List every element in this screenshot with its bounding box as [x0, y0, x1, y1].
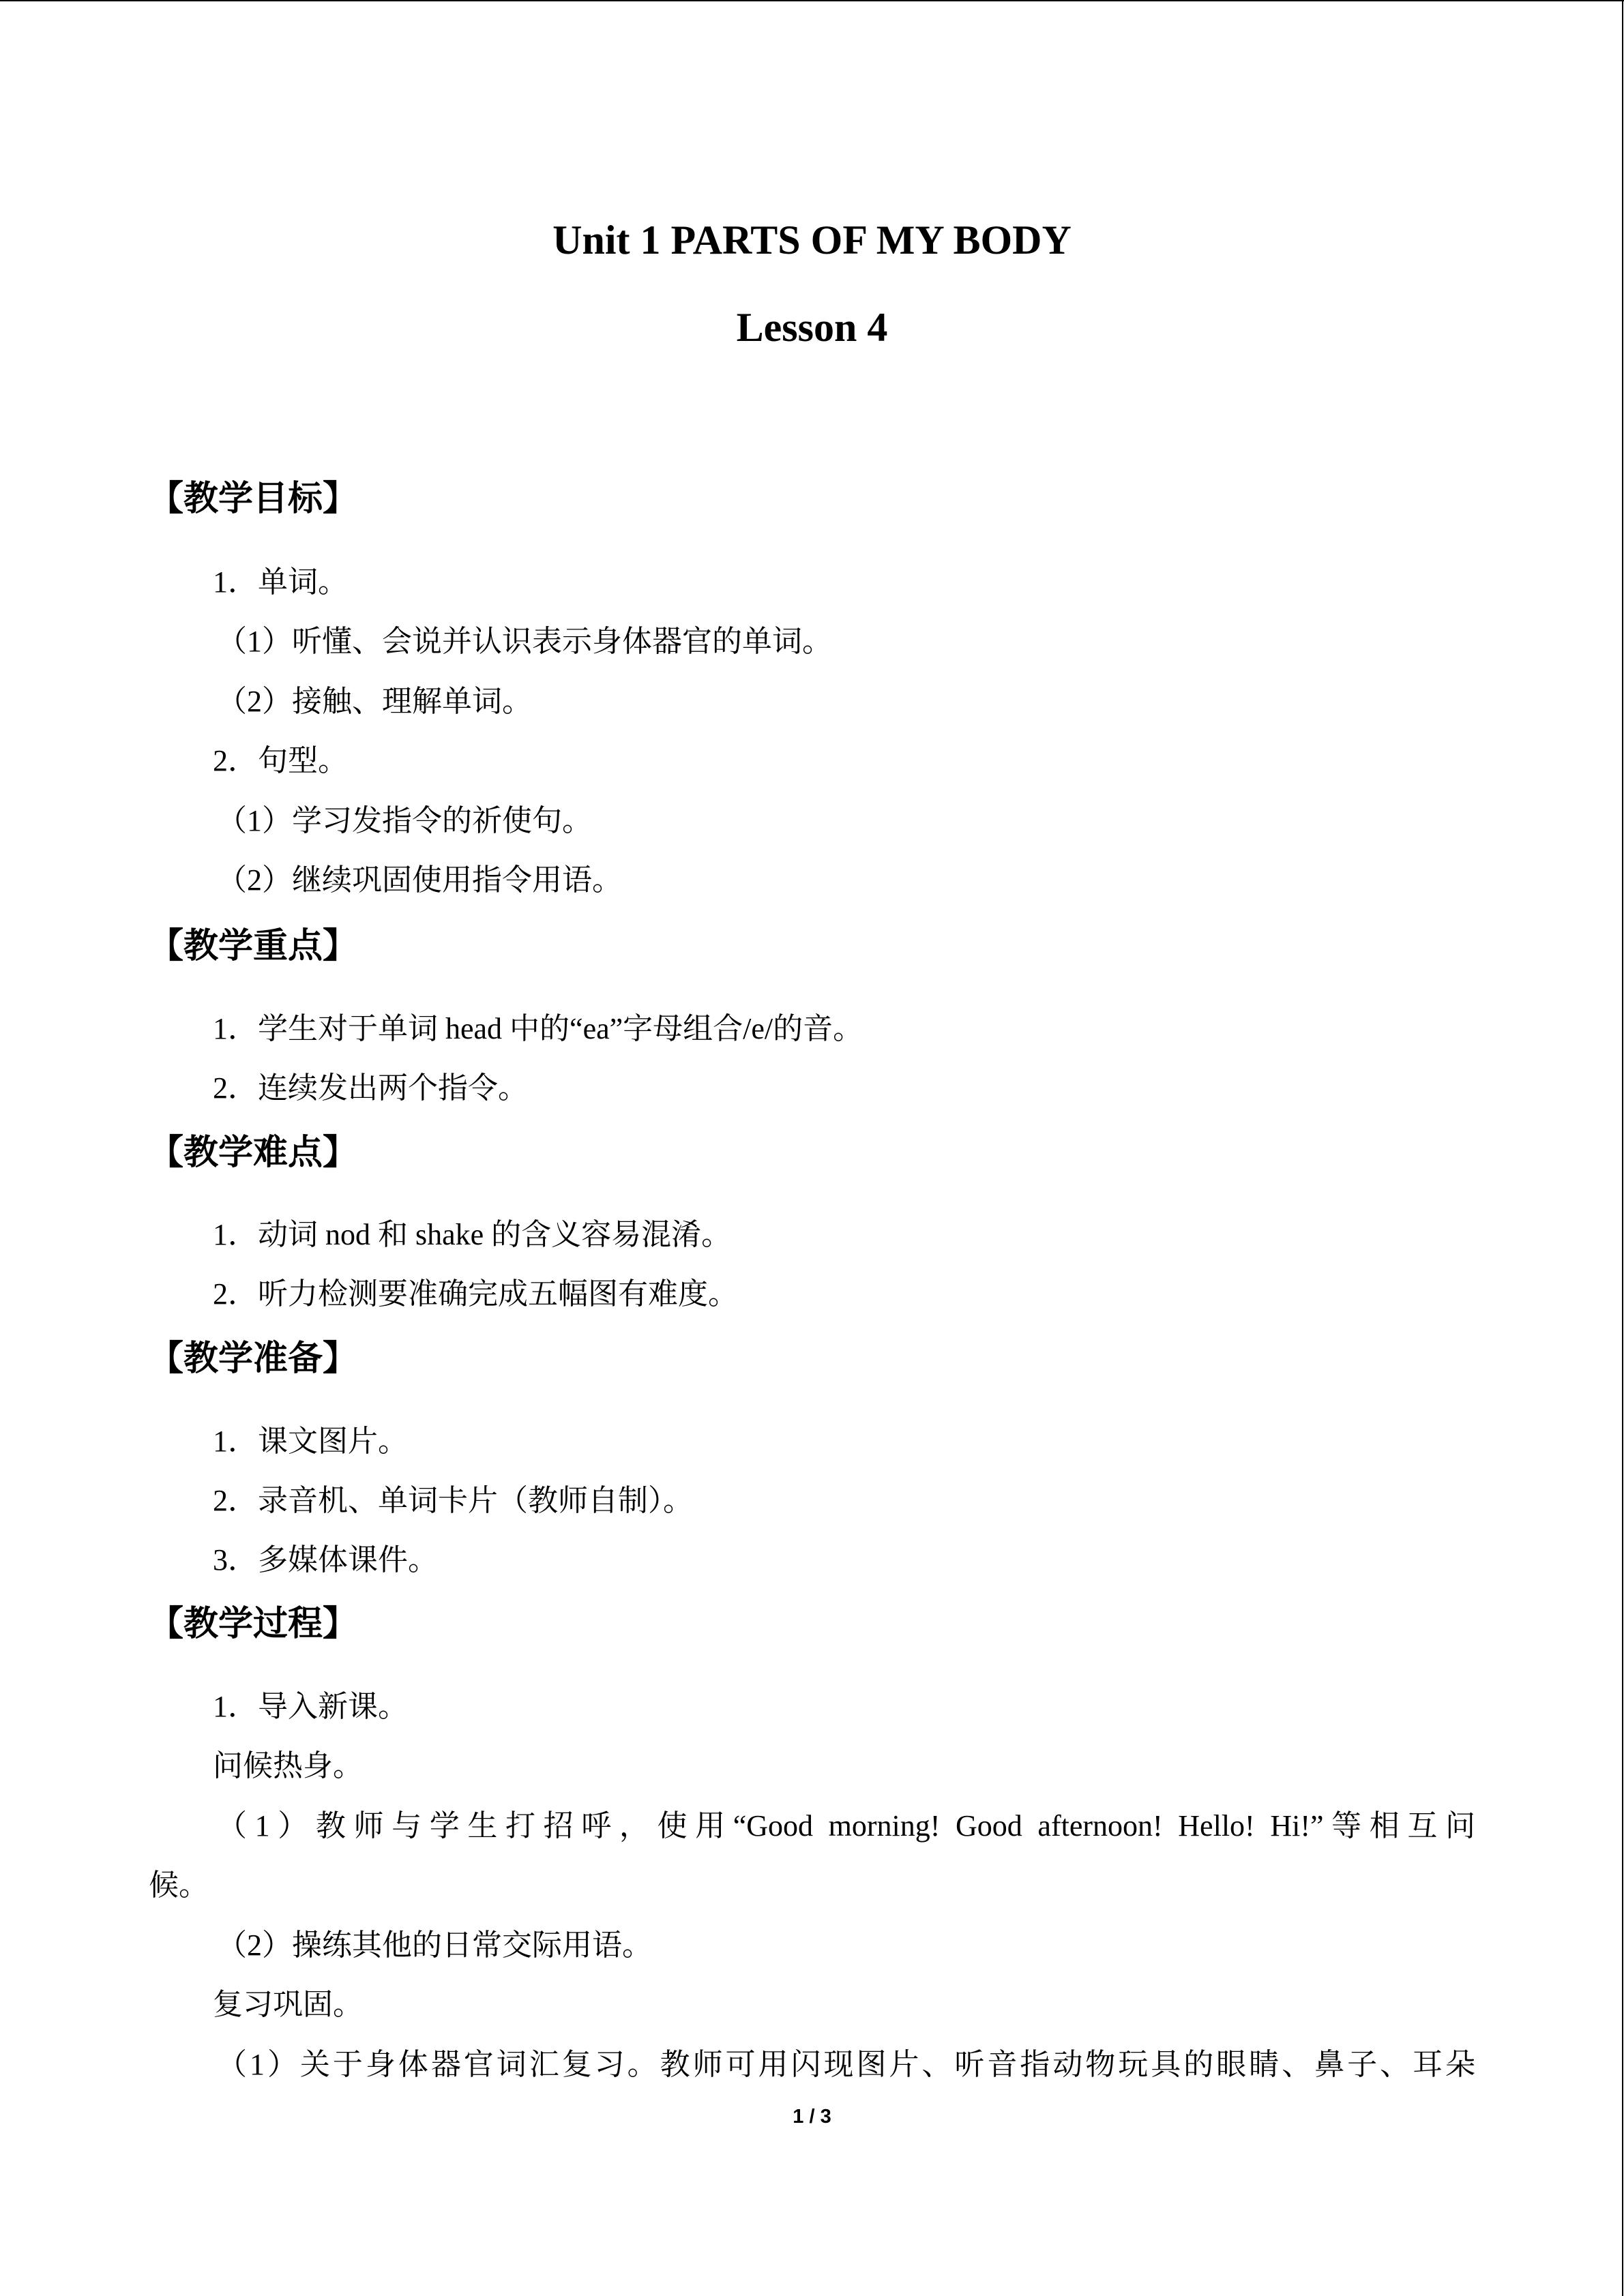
objectives-line-3: （2）接触、理解单词。: [217, 685, 532, 718]
objectives-line-4: 2．句型。: [213, 744, 348, 777]
objectives-line-2: （1）听懂、会说并认识表示身体器官的单词。: [217, 625, 832, 658]
process-line-4: 候。: [149, 1868, 209, 1902]
section-heading-preparation: 【教学准备】: [149, 1339, 358, 1379]
process-line-1: 1．导入新课。: [213, 1690, 408, 1723]
process-line-7: （1）关于身体器官词汇复习。教师可用闪现图片、听音指动物玩具的眼睛、鼻子、耳朵: [217, 2048, 1475, 2081]
page-top-border: [0, 0, 1624, 1]
document-title: Unit 1 PARTS OF MY BODY: [552, 218, 1072, 263]
preparation-line-2: 2．录音机、单词卡片（教师自制）。: [213, 1484, 693, 1517]
section-heading-process: 【教学过程】: [149, 1604, 358, 1644]
page-number: 1 / 3: [793, 2106, 831, 2128]
section-heading-objectives: 【教学目标】: [149, 479, 358, 519]
section-heading-difficulties: 【教学难点】: [149, 1133, 358, 1173]
process-line-6: 复习巩固。: [213, 1988, 363, 2021]
objectives-line-5: （1）学习发指令的祈使句。: [217, 804, 592, 837]
objectives-line-6: （2）继续巩固使用指令用语。: [217, 863, 622, 897]
process-line-3: （1）教师与学生打招呼，使用“Good morning! Good afternoon! Hello! Hi!”等相互问: [217, 1809, 1475, 1843]
preparation-line-1: 1．课文图片。: [213, 1425, 408, 1458]
objectives-line-1: 1．单词。: [213, 565, 348, 599]
key-points-line-1: 1．学生对于单词 head 中的“ea”字母组合/e/的音。: [213, 1012, 863, 1045]
key-points-line-2: 2．连续发出两个指令。: [213, 1071, 528, 1105]
section-heading-key-points: 【教学重点】: [149, 926, 358, 966]
difficulties-line-2: 2．听力检测要准确完成五幅图有难度。: [213, 1277, 738, 1311]
process-line-5: （2）操练其他的日常交际用语。: [217, 1928, 652, 1962]
preparation-line-3: 3．多媒体课件。: [213, 1543, 438, 1577]
process-line-2: 问候热身。: [213, 1749, 363, 1783]
difficulties-line-1: 1．动词 nod 和 shake 的含义容易混淆。: [213, 1218, 732, 1251]
document-subtitle: Lesson 4: [736, 305, 888, 350]
